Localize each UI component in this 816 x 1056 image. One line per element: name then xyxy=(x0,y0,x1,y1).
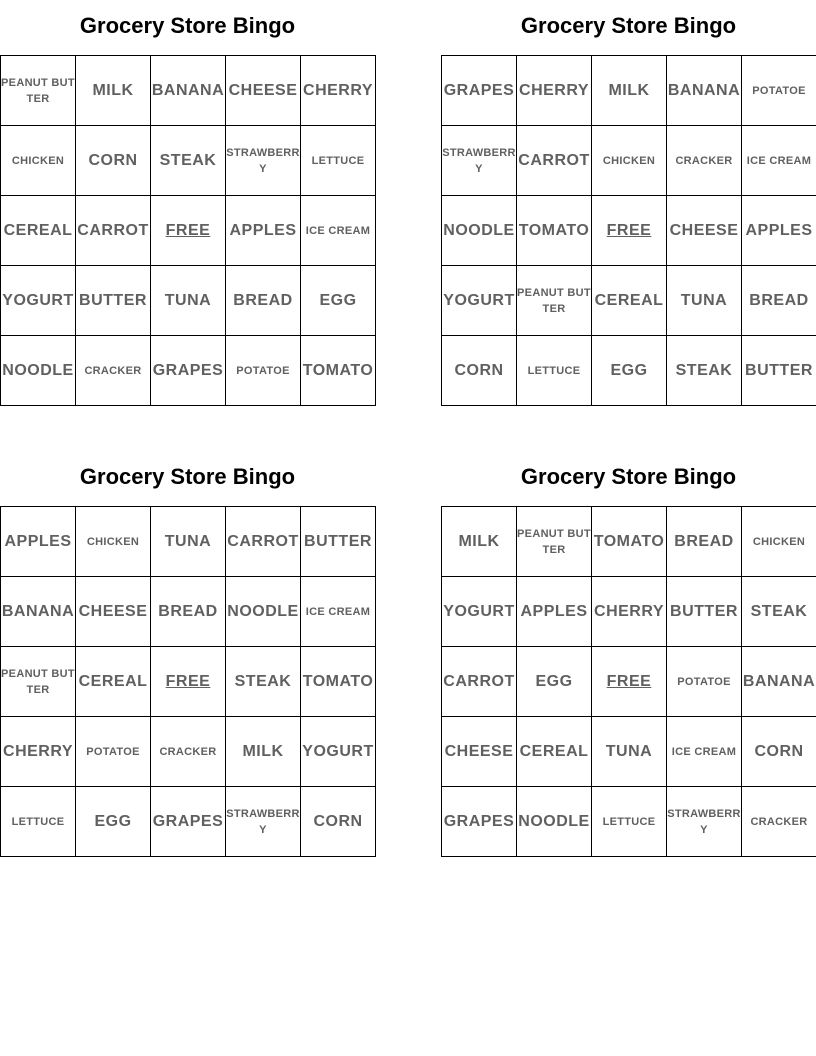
bingo-cell-label: LETTUCE xyxy=(11,815,65,828)
bingo-row xyxy=(1,196,376,266)
bingo-cell xyxy=(76,56,151,126)
bingo-cell-label: APPLES xyxy=(4,533,72,550)
bingo-cell xyxy=(667,577,742,647)
bingo-card-3 xyxy=(0,451,375,857)
bingo-row xyxy=(442,787,816,857)
bingo-cell xyxy=(517,507,592,577)
free-space-label: FREE xyxy=(606,673,652,690)
bingo-cell xyxy=(742,717,816,787)
bingo-cell-label: TOMATO xyxy=(302,673,374,690)
bingo-cell xyxy=(226,266,301,336)
bingo-cell xyxy=(667,717,742,787)
bingo-row xyxy=(1,717,376,787)
bingo-cell xyxy=(592,126,667,196)
bingo-cell-label: CHICKEN xyxy=(11,154,65,167)
card-title: Grocery Store Bingo xyxy=(79,464,296,489)
bingo-cell xyxy=(76,577,151,647)
bingo-cell-label: STRAWBERRY xyxy=(226,146,300,175)
bingo-cell xyxy=(667,507,742,577)
bingo-cell-label: CORN xyxy=(313,813,363,830)
bingo-cell-label: TUNA xyxy=(680,292,728,309)
bingo-cell-label: PEANUT BUTTER xyxy=(517,527,591,556)
bingo-cell-label: POTATOE xyxy=(677,675,731,688)
bingo-cell-label: BANANA xyxy=(151,82,225,99)
bingo-cell-label: CHICKEN xyxy=(752,535,806,548)
bingo-cell-label: CARROT xyxy=(227,533,299,550)
bingo-cell xyxy=(151,196,226,266)
bingo-cell xyxy=(151,56,226,126)
bingo-cell-label: ICE CREAM xyxy=(671,745,737,758)
bingo-cell-label: CARROT xyxy=(518,152,590,169)
bingo-cell-label: EGG xyxy=(319,292,357,309)
bingo-cell-label: YOGURT xyxy=(302,743,374,760)
bingo-row xyxy=(442,196,816,266)
bingo-cell xyxy=(517,266,592,336)
bingo-cell xyxy=(442,507,517,577)
bingo-cell-label: BANANA xyxy=(1,603,75,620)
bingo-cell-label: TUNA xyxy=(164,533,212,550)
bingo-cell xyxy=(301,647,376,717)
bingo-cell xyxy=(592,577,667,647)
bingo-row xyxy=(442,126,816,196)
bingo-cell xyxy=(517,196,592,266)
bingo-cell-label: CORN xyxy=(88,152,138,169)
bingo-cell-label: CHERRY xyxy=(303,82,373,99)
bingo-row xyxy=(442,507,816,577)
bingo-cell-label: NOODLE xyxy=(518,813,590,830)
bingo-cell xyxy=(1,56,76,126)
bingo-cell xyxy=(76,787,151,857)
bingo-cell xyxy=(592,717,667,787)
bingo-cell xyxy=(742,787,816,857)
bingo-cell-label: GRAPES xyxy=(152,362,224,379)
bingo-cell-label: ICE CREAM xyxy=(305,605,371,618)
bingo-cell xyxy=(517,717,592,787)
bingo-cell xyxy=(151,787,226,857)
bingo-cell-label: STRAWBERRY xyxy=(442,146,516,175)
bingo-cell xyxy=(517,336,592,406)
bingo-row xyxy=(442,647,816,717)
bingo-cell-label: BUTTER xyxy=(79,292,147,309)
bingo-cell xyxy=(1,126,76,196)
bingo-cell-label: POTATOE xyxy=(86,745,140,758)
bingo-cell xyxy=(592,787,667,857)
bingo-cell-label: GRAPES xyxy=(443,82,515,99)
bingo-cell xyxy=(592,56,667,126)
bingo-card-4 xyxy=(441,451,816,857)
card-title: Grocery Store Bingo xyxy=(520,464,737,489)
bingo-cell xyxy=(151,336,226,406)
bingo-cell-label: BREAD xyxy=(233,292,293,309)
bingo-cell-label: CEREAL xyxy=(78,673,148,690)
bingo-cell-label: CEREAL xyxy=(594,292,664,309)
bingo-cell xyxy=(226,196,301,266)
bingo-cell-label: APPLES xyxy=(520,603,588,620)
bingo-cell-label: PEANUT BUTTER xyxy=(1,667,75,696)
bingo-cell-label: STEAK xyxy=(234,673,292,690)
bingo-cell xyxy=(226,126,301,196)
bingo-cell xyxy=(76,717,151,787)
bingo-row xyxy=(442,56,816,126)
bingo-cell-label: STEAK xyxy=(675,362,733,379)
bingo-cell xyxy=(667,196,742,266)
bingo-cell-label: TOMATO xyxy=(302,362,374,379)
bingo-cell-label: BUTTER xyxy=(670,603,738,620)
bingo-row xyxy=(1,647,376,717)
bingo-cell xyxy=(226,787,301,857)
bingo-cell-label: LETTUCE xyxy=(527,364,581,377)
bingo-row xyxy=(1,507,376,577)
bingo-cell-label: CHEESE xyxy=(228,82,298,99)
bingo-cell xyxy=(667,787,742,857)
bingo-row xyxy=(1,56,376,126)
bingo-cell xyxy=(667,266,742,336)
bingo-cell xyxy=(1,577,76,647)
bingo-cell-label: CRACKER xyxy=(159,745,217,758)
bingo-cell-label: YOGURT xyxy=(443,603,515,620)
bingo-cell xyxy=(151,266,226,336)
bingo-cell xyxy=(592,196,667,266)
card-title: Grocery Store Bingo xyxy=(79,13,296,38)
bingo-cell xyxy=(301,787,376,857)
bingo-cell xyxy=(517,647,592,717)
bingo-row xyxy=(1,336,376,406)
bingo-grid xyxy=(441,55,816,406)
bingo-cell xyxy=(442,196,517,266)
bingo-cell xyxy=(226,507,301,577)
bingo-row xyxy=(1,126,376,196)
bingo-cell xyxy=(517,787,592,857)
bingo-cell-label: POTATOE xyxy=(752,84,806,97)
free-space-label: FREE xyxy=(606,222,652,239)
bingo-cell xyxy=(442,126,517,196)
bingo-cell xyxy=(442,336,517,406)
bingo-cell xyxy=(151,577,226,647)
bingo-cell xyxy=(1,507,76,577)
bingo-cell-label: CHEESE xyxy=(78,603,148,620)
bingo-cell-label: LETTUCE xyxy=(311,154,365,167)
bingo-cell-label: NOODLE xyxy=(2,362,74,379)
bingo-cell-label: YOGURT xyxy=(443,292,515,309)
bingo-cell-label: CORN xyxy=(754,743,804,760)
bingo-cell xyxy=(301,126,376,196)
free-space-label: FREE xyxy=(165,222,211,239)
bingo-cell xyxy=(442,647,517,717)
bingo-cell xyxy=(301,577,376,647)
bingo-cell-label: CRACKER xyxy=(675,154,733,167)
bingo-grid xyxy=(441,506,816,857)
bingo-cell xyxy=(1,787,76,857)
bingo-cell xyxy=(226,56,301,126)
bingo-cell xyxy=(76,507,151,577)
bingo-cell xyxy=(742,56,816,126)
bingo-cell xyxy=(742,196,816,266)
bingo-cell xyxy=(742,266,816,336)
bingo-cell-label: STRAWBERRY xyxy=(226,807,300,836)
bingo-cell xyxy=(742,126,816,196)
bingo-row xyxy=(442,577,816,647)
bingo-cell xyxy=(226,647,301,717)
bingo-cell-label: CHEESE xyxy=(669,222,739,239)
bingo-cell-label: BANANA xyxy=(742,673,816,690)
bingo-cell xyxy=(151,126,226,196)
bingo-row xyxy=(442,717,816,787)
bingo-cell xyxy=(76,647,151,717)
bingo-cell-label: EGG xyxy=(610,362,648,379)
bingo-cell-label: MILK xyxy=(92,82,134,99)
bingo-cell-label: BREAD xyxy=(749,292,809,309)
bingo-cell-label: BREAD xyxy=(158,603,218,620)
bingo-cell xyxy=(517,577,592,647)
bingo-cell-label: MILK xyxy=(608,82,650,99)
bingo-cell xyxy=(76,126,151,196)
bingo-cell xyxy=(592,266,667,336)
bingo-cell-label: CRACKER xyxy=(750,815,808,828)
bingo-cell xyxy=(151,717,226,787)
bingo-cell-label: STEAK xyxy=(750,603,808,620)
bingo-cell-label: EGG xyxy=(535,673,573,690)
bingo-cell xyxy=(1,717,76,787)
bingo-cell xyxy=(301,717,376,787)
bingo-cell-label: APPLES xyxy=(229,222,297,239)
bingo-cell xyxy=(226,717,301,787)
bingo-cell xyxy=(667,126,742,196)
bingo-cell-label: LETTUCE xyxy=(602,815,656,828)
bingo-cell xyxy=(667,56,742,126)
bingo-cell xyxy=(442,577,517,647)
bingo-card-2 xyxy=(441,0,816,406)
bingo-cell xyxy=(76,266,151,336)
bingo-cell xyxy=(592,336,667,406)
bingo-cell xyxy=(1,266,76,336)
bingo-row xyxy=(442,266,816,336)
card-title: Grocery Store Bingo xyxy=(520,13,737,38)
bingo-cell xyxy=(442,717,517,787)
bingo-cell xyxy=(301,336,376,406)
bingo-cell-label: APPLES xyxy=(745,222,813,239)
bingo-cell xyxy=(742,647,816,717)
bingo-cell-label: TUNA xyxy=(164,292,212,309)
bingo-cell-label: CEREAL xyxy=(3,222,73,239)
bingo-cell-label: MILK xyxy=(242,743,284,760)
bingo-row xyxy=(1,787,376,857)
bingo-cell-label: BREAD xyxy=(674,533,734,550)
bingo-cell-label: CHICKEN xyxy=(602,154,656,167)
free-space-label: FREE xyxy=(165,673,211,690)
bingo-cell-label: EGG xyxy=(94,813,132,830)
bingo-cell xyxy=(442,56,517,126)
bingo-cell-label: STEAK xyxy=(159,152,217,169)
bingo-row xyxy=(442,336,816,406)
bingo-cell-label: ICE CREAM xyxy=(746,154,812,167)
bingo-cell-label: CHEESE xyxy=(444,743,514,760)
bingo-cell xyxy=(151,507,226,577)
bingo-cell xyxy=(442,266,517,336)
bingo-cell xyxy=(226,577,301,647)
bingo-cell xyxy=(301,56,376,126)
bingo-cell-label: CHERRY xyxy=(3,743,73,760)
bingo-cell-label: CHICKEN xyxy=(86,535,140,548)
bingo-cell-label: BUTTER xyxy=(745,362,813,379)
bingo-cell-label: YOGURT xyxy=(2,292,74,309)
bingo-cell xyxy=(667,336,742,406)
bingo-cell-label: PEANUT BUTTER xyxy=(1,76,75,105)
bingo-cell xyxy=(151,647,226,717)
bingo-cell xyxy=(517,56,592,126)
bingo-cell-label: PEANUT BUTTER xyxy=(517,286,591,315)
bingo-cell-label: STRAWBERRY xyxy=(667,807,741,836)
bingo-row xyxy=(1,266,376,336)
bingo-cell-label: CRACKER xyxy=(84,364,142,377)
bingo-cell-label: CARROT xyxy=(443,673,515,690)
bingo-cell-label: NOODLE xyxy=(443,222,515,239)
bingo-cell-label: CHERRY xyxy=(594,603,664,620)
bingo-grid xyxy=(0,55,376,406)
bingo-cell-label: ICE CREAM xyxy=(305,224,371,237)
bingo-cell-label: GRAPES xyxy=(152,813,224,830)
bingo-cell xyxy=(301,196,376,266)
bingo-cell xyxy=(1,336,76,406)
bingo-card-1 xyxy=(0,0,375,406)
bingo-grid xyxy=(0,506,376,857)
bingo-cell xyxy=(226,336,301,406)
bingo-cell-label: CHERRY xyxy=(519,82,589,99)
bingo-cell xyxy=(742,336,816,406)
bingo-cell-label: TUNA xyxy=(605,743,653,760)
bingo-cell-label: POTATOE xyxy=(236,364,290,377)
bingo-cell-label: CEREAL xyxy=(519,743,589,760)
bingo-cell xyxy=(76,336,151,406)
bingo-cell xyxy=(592,647,667,717)
bingo-cell-label: TOMATO xyxy=(593,533,665,550)
bingo-row xyxy=(1,577,376,647)
bingo-cell-label: CARROT xyxy=(77,222,149,239)
bingo-cell-label: BANANA xyxy=(667,82,741,99)
bingo-cell xyxy=(301,266,376,336)
bingo-cell xyxy=(1,196,76,266)
bingo-cell-label: CORN xyxy=(454,362,504,379)
bingo-cell-label: NOODLE xyxy=(227,603,299,620)
bingo-cell-label: BUTTER xyxy=(304,533,372,550)
bingo-cell xyxy=(742,507,816,577)
bingo-cell xyxy=(301,507,376,577)
bingo-cell-label: MILK xyxy=(458,533,500,550)
bingo-cell xyxy=(442,787,517,857)
bingo-cell xyxy=(592,507,667,577)
bingo-cell xyxy=(1,647,76,717)
bingo-cell xyxy=(667,647,742,717)
bingo-cell-label: GRAPES xyxy=(443,813,515,830)
bingo-cell xyxy=(742,577,816,647)
bingo-cell xyxy=(517,126,592,196)
bingo-cell-label: TOMATO xyxy=(518,222,590,239)
bingo-cell xyxy=(76,196,151,266)
